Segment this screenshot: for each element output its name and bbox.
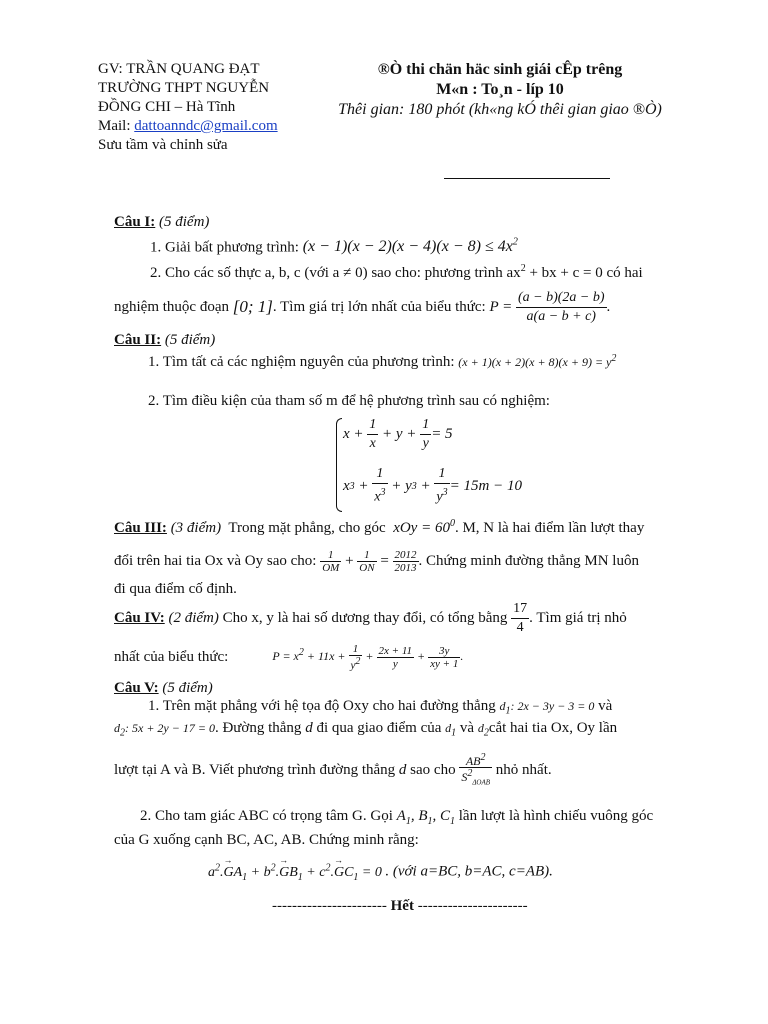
q3-angle: xOy = $60^0$: [393, 518, 455, 536]
q5-item1-line3: lượt tại A và B. Viết phương trình đường thẳng d sao cho $\frac{AB^2}{S^2_{\Delta OAB}}$ nhỏ nhất.: [114, 751, 552, 787]
q5-item1-line1: 1. Trên mặt phẳng với hệ tọa độ Oxy cho hai đường thẳng $d_1$: 2x − 3y − 3 = 0 và: [148, 698, 613, 717]
email-link[interactable]: dattoanndc@gmail.com: [134, 118, 278, 134]
system-brace: [336, 418, 342, 512]
q2-heading: Câu II: (5 điểm): [114, 332, 216, 348]
q1-title: Câu I:: [114, 214, 156, 230]
q5-ratio-frac: $\frac{AB^2}{S^2_{\Delta OAB}}$: [461, 751, 491, 787]
q2-item2: 2. Tìm điều kiện của tham số m để hệ phương trình sau có nghiệm:: [148, 393, 550, 409]
exam-title: ®Ò thi chän häc sinh giái cÊp trêng: [377, 61, 623, 78]
header-rule: [444, 178, 610, 179]
q3-frac-ratio: $\frac{2012}{2013}$: [394, 548, 417, 574]
q1-item1: [150, 237, 518, 256]
q5-item2-line2: của G xuống cạnh BC, AC, AB. Chứng minh rằng:: [114, 832, 419, 848]
q3-frac-on: $\frac{1}{ON}$: [359, 548, 375, 574]
exam-subject: M«n : To¸n - líp 10: [436, 81, 564, 98]
q1-item1-expr: $(x - 1)(x - 2)(x - 4)(x - 8) \le 4x^2$: [302, 237, 518, 256]
q1-p-fraction: $\frac{(a - b)(2a - b)}{a(a - b + c)}$: [517, 289, 605, 324]
q1-interval: [0; 1]: [232, 297, 273, 316]
q1-item2-text: 2. Cho các số thực a, b, c (với a ≠ 0) sao cho: phương trình ax: [150, 265, 521, 281]
q5-vector-equation: $a^2.\to GA_1 + b^2.\to GB_1 + c^2.\to GC_1 = 0$ . (với a=BC, b=AC, c=AB).: [208, 862, 553, 882]
system-eq-2: x 3 + $\frac{1}{x^3}$ + y 3 + $\frac{1}{y^3}$ = 15m − 10: [343, 466, 522, 505]
q4-sum-frac: $\frac{17}{4}$: [513, 600, 528, 635]
q1-item2-line2: nghiệm thuộc đoạn [0; 1] . Tìm giá trị lớn nhất của biểu thức: P = $\frac{(a - b)(2a - b)}{a(a - b + c)}$ .: [114, 289, 611, 324]
q5-item2-line1: 2. Cho tam giác ABC có trọng tâm G. Gọi $A_1$, $B_1$, $C_1$ lần lượt là hình chiếu vuông góc: [140, 808, 654, 827]
q1-item2: 2. Cho các số thực a, b, c (với a ≠ 0) sao cho: phương trình $ax^2$ + bx + c = 0 có hai: [150, 263, 643, 281]
q1-heading: [114, 214, 209, 231]
end-marker: ----------------------- Hết ----------------------: [272, 898, 528, 914]
q4-line1: Câu IV: (2 điểm) Cho x, y là hai số dương thay đổi, có tổng bằng $\frac{17}{4}$ . Tìm giá trị nhỏ: [114, 600, 627, 635]
q3-frac-om: $\frac{1}{OM}$: [322, 548, 340, 574]
q1-item1-text: 1. Giải bất phương trình:: [150, 239, 299, 256]
q4-line2: nhất của biểu thức: $P = x^2 + 11x$ + $\frac{1}{y^2}$ + $\frac{2x + 11}{y}$ + $\frac{3y}{xy + 1}$ .: [114, 642, 464, 672]
q4-expression: $P = x^2 + 11x$ + $\frac{1}{y^2}$ + $\frac{2x + 11}{y}$ + $\frac{3y}{xy + 1}$ .: [272, 642, 464, 672]
q1-points: (5 điểm): [159, 214, 210, 230]
system-eq-1: x + $\frac{1}{x}$ + y + $\frac{1}{y}$ = 5: [343, 416, 453, 451]
school-line-2: ĐỒNG CHI – Hà Tĩnh: [98, 99, 236, 115]
school-line-1: TRƯỜNG THPT NGUYỄN: [98, 80, 270, 96]
mail-label: Mail:: [98, 118, 135, 134]
q2-item1: 1. Tìm tất cả các nghiệm nguyên của phương trình: $(x + 1)(x + 2)(x + 8)(x + 9) = y^2$: [148, 353, 617, 370]
q5-heading: Câu V: (5 điểm): [114, 680, 213, 696]
q5-item1-line2: $d_2$: 5x + 2y − 17 = 0. Đường thẳng d đi qua giao điểm của $d_1$ và $d_2cắt$ hai tia Ox, Oy lần: [114, 720, 618, 739]
header-right: [330, 60, 670, 120]
q3-line2: đổi trên hai tia Ox và Oy sao cho: $\frac{1}{OM}$ + $\frac{1}{ON}$ = $\frac{2012}{2013}$ . Chứng minh đường thẳng MN luôn: [114, 548, 639, 574]
header-left: [98, 60, 278, 155]
source-note: Sưu tầm và chỉnh sửa: [98, 137, 228, 153]
exam-time: Thêi gian: 180 phót (kh«ng kÓ thêi gian giao ®Ò): [338, 101, 662, 118]
q3-line3: đi qua điểm cố định.: [114, 581, 237, 597]
q3-line1: Câu III: (3 điểm) Trong mặt phẳng, cho góc xOy = $60^0$. M, N là hai điểm lần lượt thay: [114, 518, 645, 536]
mail-line: [98, 117, 278, 136]
teacher-name: GV: TRẦN QUANG ĐẠT: [98, 61, 260, 77]
q2-item1-expr: $(x + 1)(x + 2)(x + 8)(x + 9) = y^2$: [458, 353, 617, 369]
